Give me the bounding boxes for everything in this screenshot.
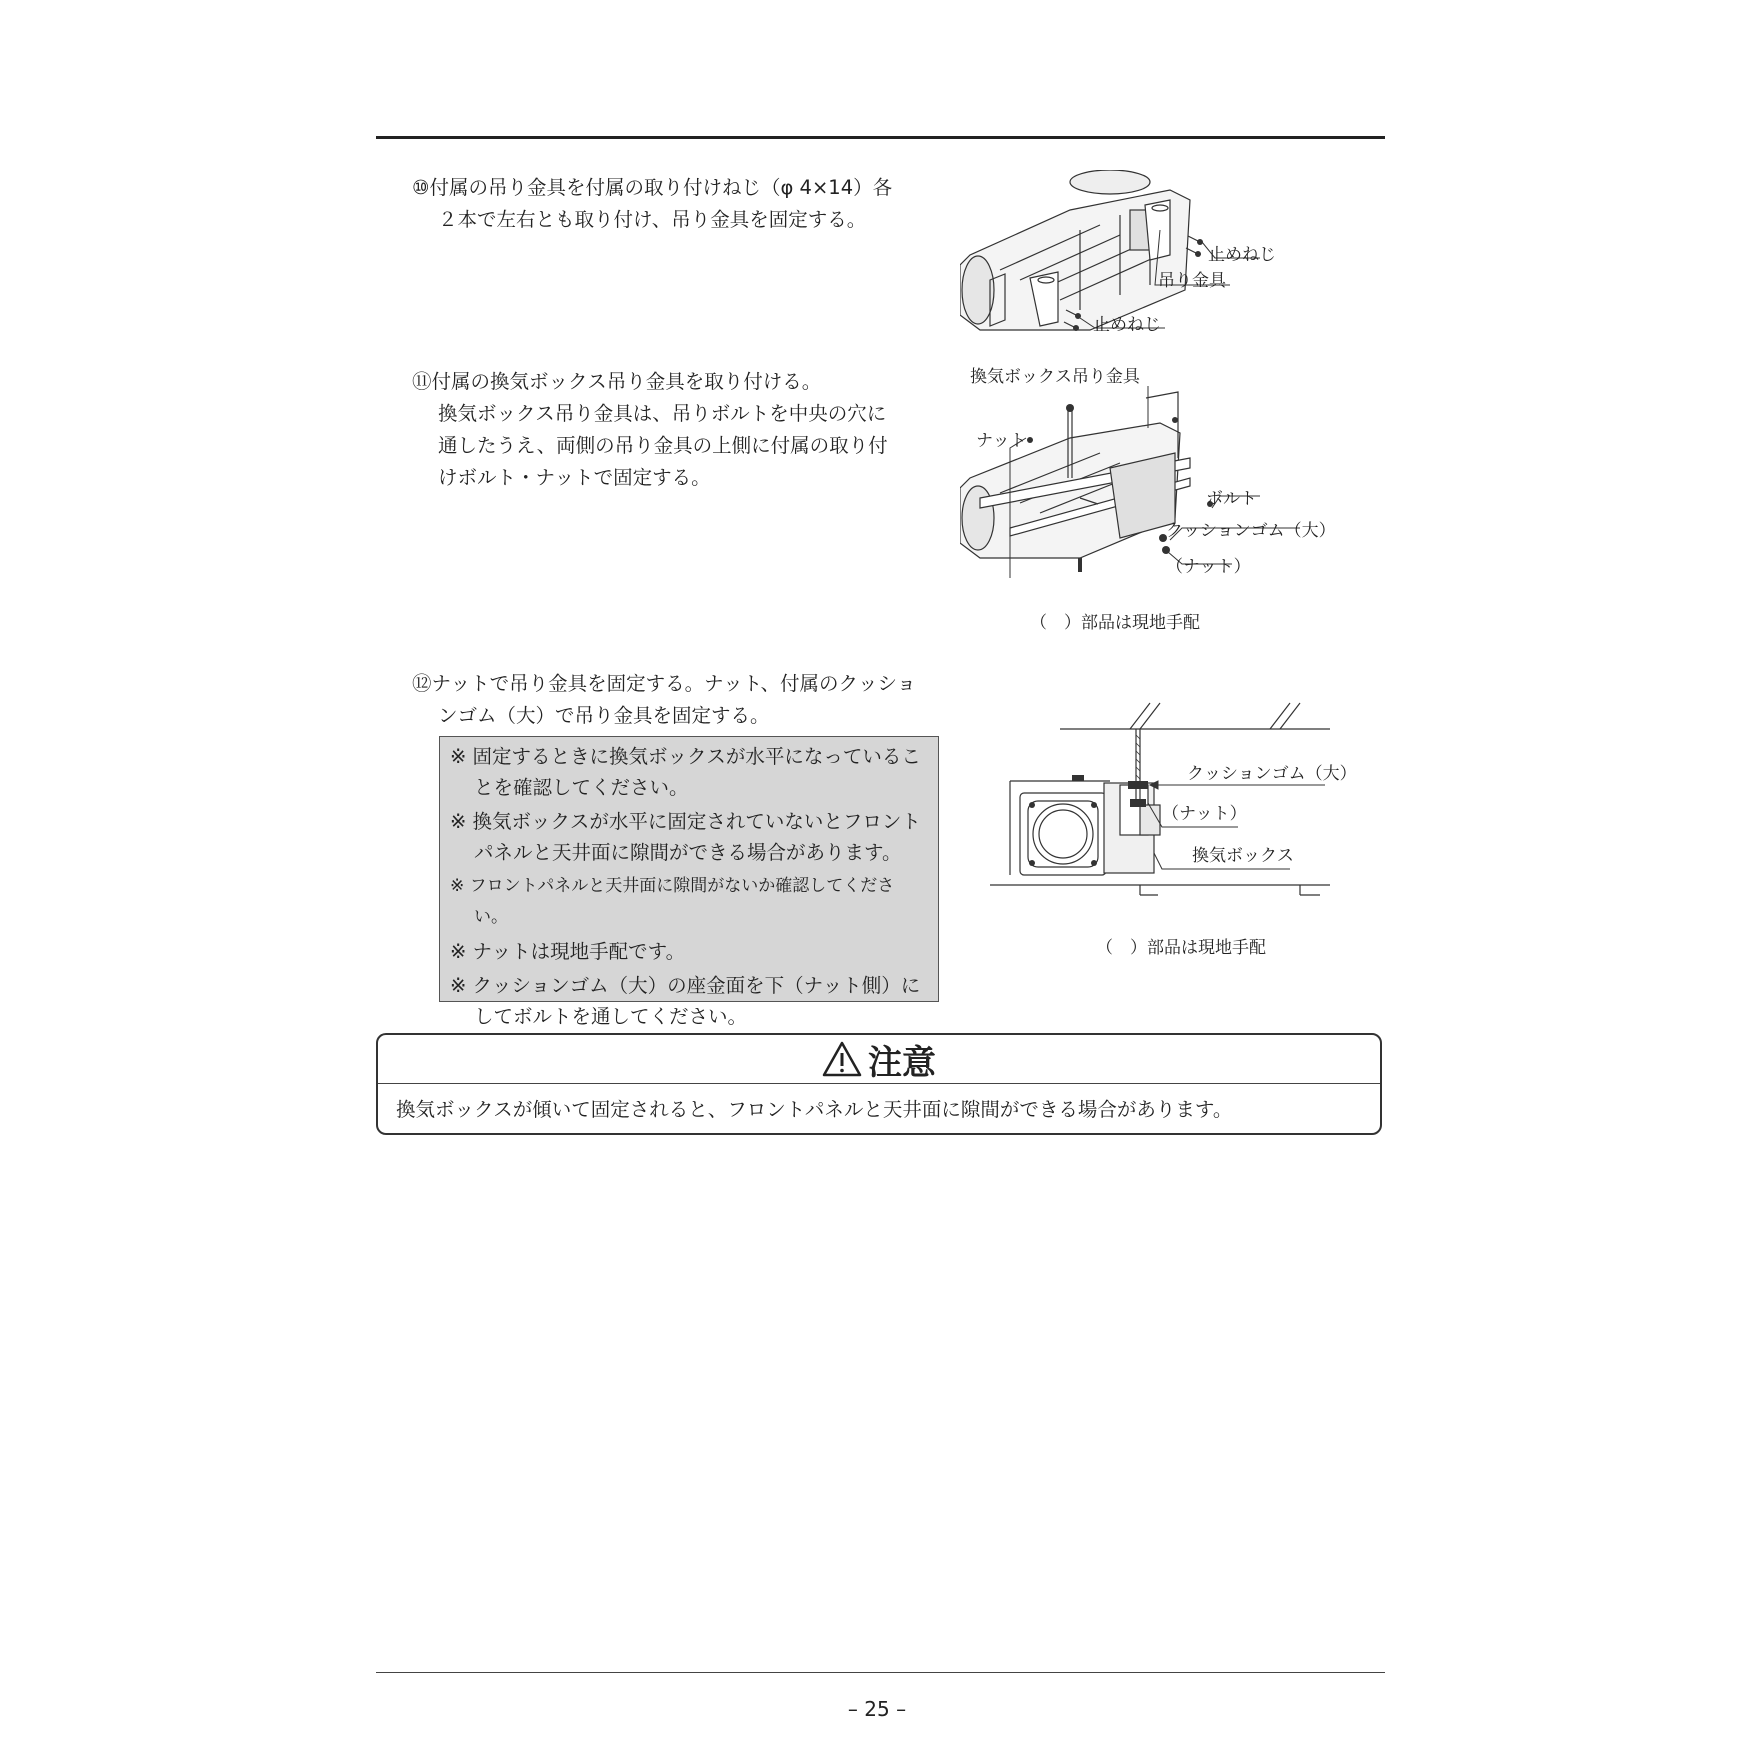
note-gap-check: ※ フロントパネルと天井面に隙間がないか確認してください。: [450, 876, 895, 927]
note-gap-warning: ※ 換気ボックスが水平に固定されていないとフロントパネルと天井面に隙間ができる場合があります。: [450, 810, 921, 864]
step-11-line-3: 通したうえ、両側の吊り金具の上側に付属の取り付: [438, 434, 888, 457]
ceiling-mount-cross-section: [990, 695, 1330, 915]
label-bolt: ボルト: [1206, 489, 1257, 509]
label-cushion-rubber: クッションゴム（大）: [1166, 521, 1336, 541]
step-12-line-1: ⑫ナットで吊り金具を固定する。ナット、付属のクッショ: [412, 672, 917, 695]
step-11-line-2: 換気ボックス吊り金具は、吊りボルトを中央の穴に: [438, 402, 887, 425]
caution-title: 注意: [868, 1042, 936, 1083]
step-11-line-4: けボルト・ナットで固定する。: [438, 466, 711, 489]
step-12-line-2: ンゴム（大）で吊り金具を固定する。: [438, 704, 770, 727]
note-cushion-orientation: ※ クッションゴム（大）の座金面を下（ナット側）にしてボルトを通してください。: [450, 974, 921, 1028]
step-10-instructions: [412, 172, 952, 236]
note-nut-field: ※ ナットは現地手配です。: [450, 940, 686, 963]
caution-text: 換気ボックスが傾いて固定されると、フロントパネルと天井面に隙間ができる場合があります。: [396, 1098, 1233, 1121]
page-number: – 25 –: [847, 1697, 907, 1721]
step-10-figure: [960, 170, 1290, 340]
label-nut-section: （ナット）: [1162, 804, 1247, 824]
step-12-notes-box: [439, 736, 939, 1028]
caution-box: [376, 1033, 1382, 1135]
label-nut-field: （ナット）: [1166, 557, 1251, 577]
box-hanger-illustration: [960, 368, 1330, 598]
step-12-instructions: [412, 668, 952, 732]
step-12-caption: （ ）部品は現地手配: [1096, 938, 1266, 958]
step-11-line-1: ⑪付属の換気ボックス吊り金具を取り付ける。: [412, 370, 822, 393]
note-horizontal-check: ※ 固定するときに換気ボックスが水平になっていることを確認してください。: [450, 745, 921, 799]
label-stop-screw-top: 止めねじ: [1208, 245, 1276, 265]
step-11-figure: [960, 367, 1336, 638]
step-11-instructions: [412, 366, 952, 494]
step-10-line-2: ２本で左右とも取り付け、吊り金具を固定する。: [438, 208, 867, 231]
header-rule: [376, 136, 1385, 139]
label-cushion-rubber-section: クッションゴム（大）: [1187, 764, 1357, 784]
label-ventilation-box: 換気ボックス: [1192, 846, 1294, 866]
caution-header: [378, 1035, 1380, 1084]
step-11-caption: （ ）部品は現地手配: [1030, 613, 1200, 633]
footer-rule: [376, 1672, 1385, 1673]
step-12-figure: [990, 695, 1357, 965]
warning-triangle-icon: [822, 1041, 862, 1077]
step-10-line-1: ⑩付属の吊り金具を付属の取り付けねじ（φ 4×14）各: [412, 176, 893, 199]
label-box-hanger: 換気ボックス吊り金具: [970, 367, 1140, 387]
label-stop-screw-bottom: 止めねじ: [1093, 315, 1161, 335]
label-nut: ナット: [976, 431, 1027, 451]
label-hanger-bracket: 吊り金具: [1158, 271, 1226, 291]
